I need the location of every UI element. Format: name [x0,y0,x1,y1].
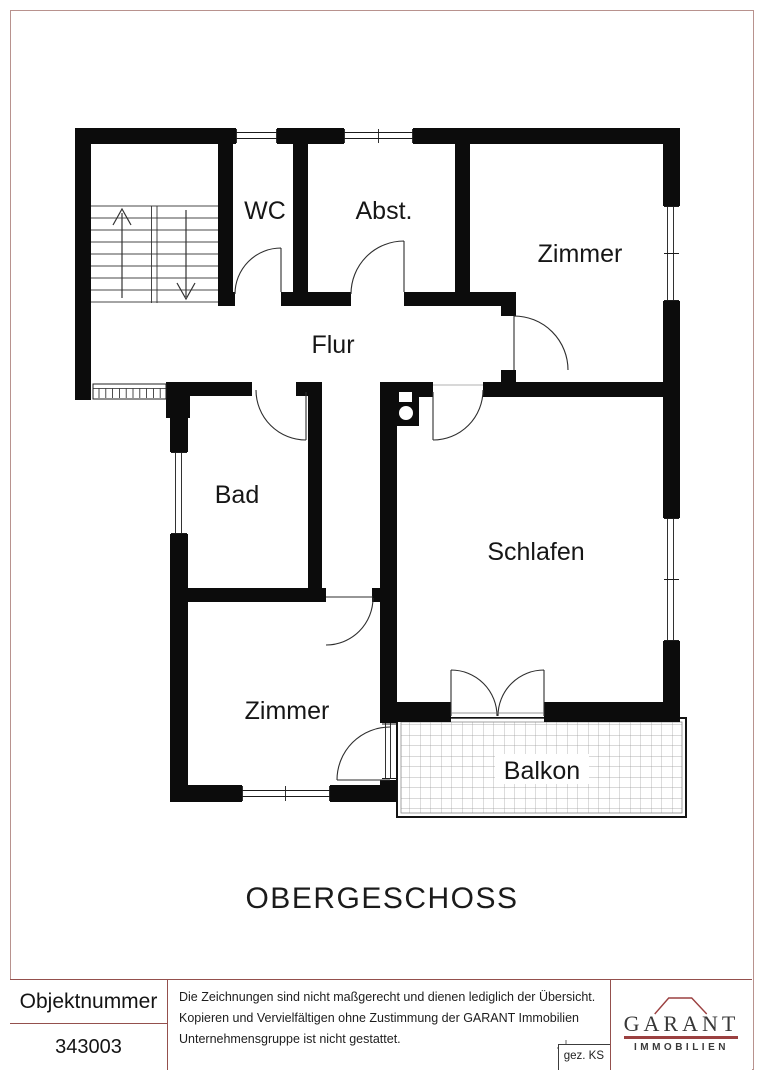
room-label-balkon: Balkon [503,757,581,785]
door-zimmer-bottom [326,597,373,645]
room-label-flur: Flur [311,331,355,359]
window-zimmer-bottom [242,786,330,801]
object-number-label: Objektnummer [10,980,167,1024]
disclaimer-cell [168,980,611,1070]
room-labels [215,197,623,785]
window-top-wide [344,129,413,143]
double-door-balcony [451,670,544,719]
logo-subtitle: IMMOBILIEN [633,1042,729,1054]
page-title: OBERGESCHOSS [245,882,519,915]
chimney-shaft [380,382,419,426]
balcony-door-zimmer-bottom [337,723,397,780]
door-wc [235,248,281,294]
logo-name: GARANT [623,1010,740,1036]
railing-hatch [93,384,166,399]
room-label-schlafen: Schlafen [487,538,585,566]
garant-logo [624,997,740,1053]
door-abst [351,241,404,294]
roof-icon [654,996,716,1015]
window-zimmer-top-right [664,206,679,301]
staircase [91,206,218,303]
room-label-wc: WC [244,197,286,225]
stairs-up-arrow-icon [113,209,131,298]
disclaimer-line-3: Unternehmensgruppe ist nicht gestattet. [179,1032,401,1046]
object-number-cell [10,980,168,1070]
title-block [10,979,752,1070]
disclaimer-line-1: Die Zeichnungen sind nicht maßgerecht und dienen lediglich der Übersicht. [179,990,596,1004]
door-zimmer-top [514,316,568,370]
walls [75,128,680,802]
window-top-small [236,129,277,143]
door-bad [256,390,306,440]
object-number-value: 343003 [55,1035,122,1058]
logo-cell [611,980,752,1070]
room-label-zimmer-top: Zimmer [537,240,623,268]
door-schlafen [433,385,483,440]
room-label-abst: Abst. [355,197,413,225]
stairs-down-arrow-icon [177,210,195,299]
window-bad-left [171,452,187,534]
room-label-zimmer-bottom: Zimmer [244,697,330,725]
window-schlafen-right [664,518,679,641]
drawn-by-label: gez. KS [558,1044,610,1070]
disclaimer-line-2: Kopieren und Vervielfältigen ohne Zustimmung der GARANT Immobilien [179,1011,579,1025]
logo-rule [624,1036,738,1039]
room-label-bad: Bad [214,481,260,509]
